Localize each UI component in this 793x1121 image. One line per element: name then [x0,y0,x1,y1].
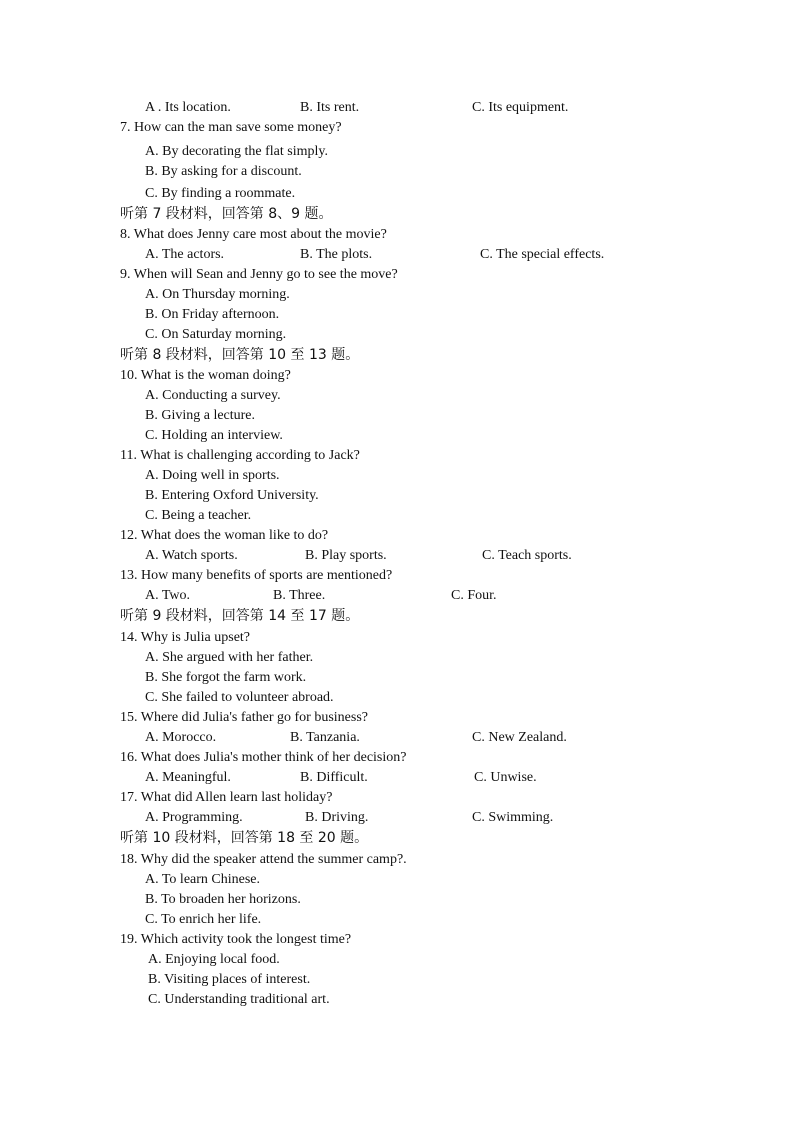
answer-option-b: B. Play sports. [305,548,387,563]
answer-option-b: B. Difficult. [300,770,368,785]
answer-option-c: C. Its equipment. [472,100,569,115]
answer-option-b: B. Its rent. [300,100,360,115]
answer-option-b: B. Three. [273,588,326,603]
option-row [0,98,793,118]
answer-option-a: A . Its location. [145,100,231,115]
answer-option-b: B. Tanzania. [290,730,360,745]
question-text: 19. Which activity took the longest time? [120,932,352,947]
answer-option: A. By decorating the flat simply. [145,144,328,159]
option-row [0,546,793,566]
question-text: 13. How many benefits of sports are mentioned? [120,568,393,583]
answer-option: B. Giving a lecture. [145,408,256,423]
question-text: 17. What did Allen learn last holiday? [120,790,333,805]
option-row [0,808,793,828]
answer-option: A. On Thursday morning. [145,287,290,302]
section-instruction: 听第 7 段材料，回答第 8、9 题。 [120,206,333,222]
answer-option-c: C. Teach sports. [482,548,572,563]
answer-option-b: B. Driving. [305,810,369,825]
answer-option-a: A. The actors. [145,247,225,262]
answer-option: A. Conducting a survey. [145,388,281,403]
answer-option: B. To broaden her horizons. [145,892,301,907]
option-row [0,728,793,748]
answer-option-a: A. Meaningful. [145,770,231,785]
answer-option: C. Understanding traditional art. [148,992,330,1007]
answer-option: A. Enjoying local food. [148,952,280,967]
answer-option: B. On Friday afternoon. [145,307,280,322]
question-text: 8. What does Jenny care most about the movie? [120,227,387,242]
answer-option-b: B. The plots. [300,247,373,262]
answer-option: C. To enrich her life. [145,912,262,927]
answer-option-a: A. Programming. [145,810,243,825]
answer-option: A. Doing well in sports. [145,468,280,483]
section-instruction: 听第 8 段材料，回答第 10 至 13 题。 [120,347,360,363]
answer-option: C. By finding a roommate. [145,186,296,201]
answer-option-a: A. Morocco. [145,730,217,745]
option-row [0,768,793,788]
question-text: 7. How can the man save some money? [120,120,342,135]
answer-option-a: A. Watch sports. [145,548,238,563]
answer-option: B. Visiting places of interest. [148,972,311,987]
answer-option: C. She failed to volunteer abroad. [145,690,334,705]
answer-option: A. To learn Chinese. [145,872,261,887]
answer-option: C. Holding an interview. [145,428,283,443]
question-text: 15. Where did Julia's father go for business? [120,710,368,725]
answer-option-c: C. New Zealand. [472,730,567,745]
answer-option-c: C. Unwise. [474,770,537,785]
answer-option-c: C. Swimming. [472,810,554,825]
answer-option: B. By asking for a discount. [145,164,302,179]
answer-option-c: C. Four. [451,588,497,603]
question-text: 11. What is challenging according to Jack? [120,448,360,463]
section-instruction: 听第 10 段材料，回答第 18 至 20 题。 [120,830,369,846]
question-text: 18. Why did the speaker attend the summer camp?. [120,852,407,867]
answer-option-c: C. The special effects. [480,247,605,262]
answer-option: B. She forgot the farm work. [145,670,307,685]
question-text: 12. What does the woman like to do? [120,528,329,543]
answer-option: C. Being a teacher. [145,508,252,523]
option-row [0,586,793,606]
section-instruction: 听第 9 段材料，回答第 14 至 17 题。 [120,608,360,624]
question-text: 10. What is the woman doing? [120,368,291,383]
question-text: 16. What does Julia's mother think of her decision? [120,750,407,765]
answer-option: B. Entering Oxford University. [145,488,319,503]
question-text: 14. Why is Julia upset? [120,630,251,645]
answer-option: A. She argued with her father. [145,650,314,665]
option-row [0,245,793,265]
answer-option: C. On Saturday morning. [145,327,287,342]
answer-option-a: A. Two. [145,588,191,603]
question-text: 9. When will Sean and Jenny go to see the move? [120,267,398,282]
